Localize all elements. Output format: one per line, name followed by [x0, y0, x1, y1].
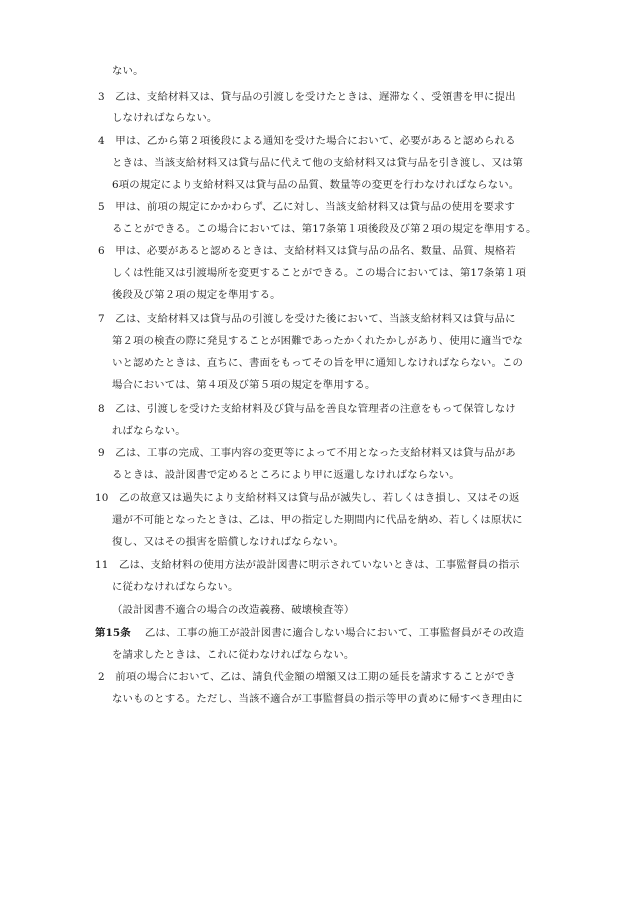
text-line: ない。	[112, 65, 144, 77]
paragraph-11: 11 乙は、支給材料の使用方法が設計図書に明示されていないときは、工事監督員の指示	[95, 559, 520, 571]
text-line: ときは、当該支給材料又は貸与品に代えて他の支給材料又は貸与品を引き渡し、又は第	[112, 157, 524, 169]
paragraph-10: 10 乙の故意又は過失により支給材料又は貸与品が滅失し、若しくはき損し、又はその返	[95, 492, 520, 504]
text-line: ることができる。この場合においては、第17条第１項後段及び第２項の規定を準用する。	[112, 223, 537, 235]
text-line: るときは、設計図書で定めるところにより甲に返還しなければならない。	[112, 469, 460, 481]
text-line: いと認めたときは、直ちに、書面をもってその旨を甲に通知しなければならない。この	[112, 357, 524, 369]
article-heading: 第15条	[95, 627, 131, 639]
text-line: しくは性能又は引渡場所を変更することができる。この場合においては、第17条第１項	[112, 267, 527, 279]
paragraph-8: 8 乙は、引渡しを受けた支給材料及び貸与品を善良な管理者の注意をもって保管しなけ	[98, 403, 516, 415]
paragraph-9: 9 乙は、工事の完成、工事内容の変更等によって不用となった支給材料又は貸与品があ	[98, 447, 516, 459]
paragraph-4: 4 甲は、乙から第２項後段による通知を受けた場合において、必要があると認められる	[98, 135, 516, 147]
text-line: 還が不可能となったときは、乙は、甲の指定した期間内に代品を納め、若しくは原状に	[112, 514, 523, 526]
paragraph-5: 5 甲は、前項の規定にかかわらず、乙に対し、当該支給材料又は貸与品の使用を要求す	[98, 201, 516, 213]
paragraph-6: 6 甲は、必要があると認めるときは、支給材料又は貸与品の品名、数量、品質、規格若	[98, 245, 516, 257]
text-line: を請求したときは、これに従わなければならない。	[112, 649, 355, 661]
section-caption: （設計図書不適合の場合の改造義務、破壊検査等）	[112, 604, 355, 616]
text-line: 後段及び第２項の規定を準用する。	[112, 289, 281, 301]
article-text: 乙は、工事の施工が設計図書に適合しない場合において、工事監督員がその改造	[144, 627, 525, 639]
text-line: 場合においては、第４項及び第５項の規定を準用する。	[112, 379, 376, 391]
text-line: ればならない。	[112, 425, 186, 437]
text-line: しなければならない。	[112, 112, 218, 124]
text-line: に従わなければならない。	[112, 581, 239, 593]
text-line: 復し、又はその損害を賠償しなければならない。	[112, 536, 344, 548]
paragraph-7: 7 乙は、支給材料又は貸与品の引渡しを受けた後において、当該支給材料又は貸与品に	[98, 313, 516, 325]
article-15	[95, 626, 524, 640]
paragraph-3: 3 乙は、支給材料又は、貸与品の引渡しを受けたときは、遅滞なく、受領書を甲に提出	[98, 91, 516, 103]
text-line: 第２項の検査の際に発見することが困難であったかくれたかしがあり、使用に適当でな	[112, 335, 523, 347]
paragraph-2: 2 前項の場合において、乙は、請負代金額の増額又は工期の延長を請求することができ	[98, 671, 516, 683]
text-line: 6項の規定により支給材料又は貸与品の品質、数量等の変更を行わなければならない。	[112, 179, 520, 191]
text-line: ないものとする。ただし、当該不適合が工事監督員の指示等甲の責めに帰すべき理由に	[112, 693, 523, 705]
